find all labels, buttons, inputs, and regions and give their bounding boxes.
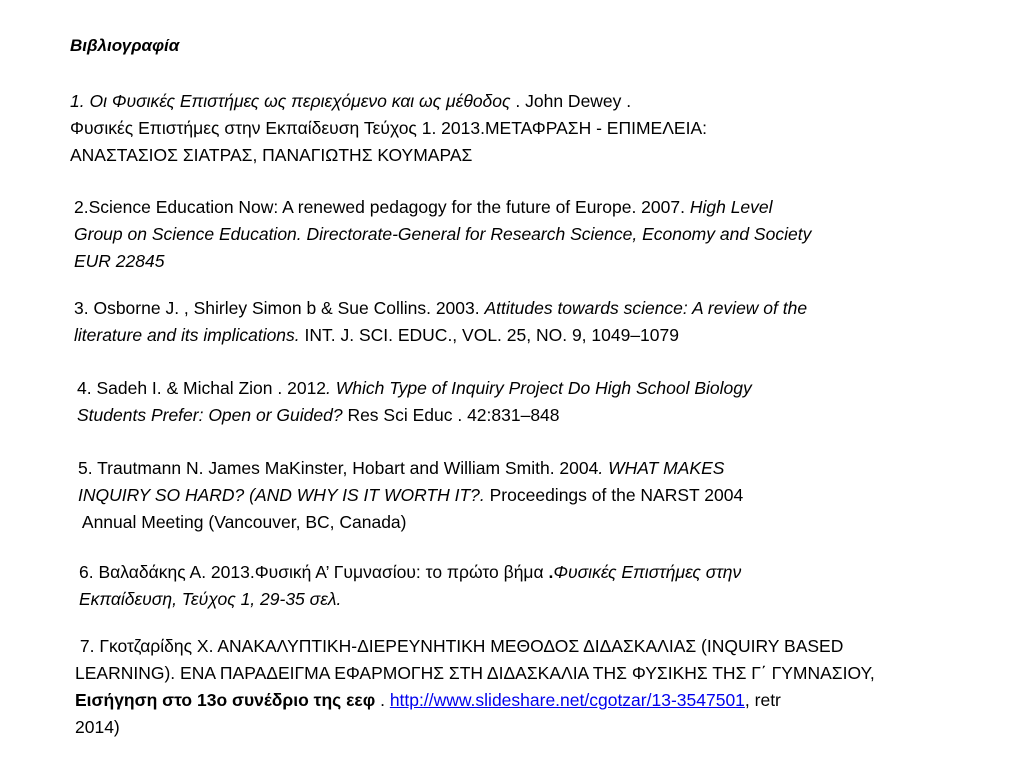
reference-5-authors: 5. Trautmann N. James MaKinster, Hobart and William Smith. 2004 <box>78 458 599 478</box>
reference-7-link[interactable]: http://www.slideshare.net/cgotzar/13-3547501 <box>389 690 745 710</box>
reference-6-dot: . <box>548 562 554 582</box>
reference-3 <box>74 295 807 349</box>
reference-5-line-3: Annual Meeting (Vancouver, BC, Canada) <box>78 512 407 532</box>
reference-4-journal: Res Sci Educ . 42:831–848 <box>342 405 560 425</box>
reference-2-line-2: Group on Science Education. Directorate-General for Research Science, Economy and Society <box>74 224 812 244</box>
reference-7-separator: . <box>375 690 390 710</box>
reference-6-source: Φυσικές Επιστήμες στην <box>553 562 742 582</box>
reference-5-line-1 <box>78 455 743 482</box>
reference-7-line-2: LEARNING). ΕΝΑ ΠΑΡΑΔΕΙΓΜΑ ΕΦΑΡΜΟΓΗΣ ΣΤΗ ΔΙΔΑΣΚΑΛΙΑ ΤΗΣ ΦΥΣΙΚΗΣ ΤΗΣ Γ΄ ΓΥΜΝΑΣΙΟΥ, <box>75 663 875 683</box>
reference-7-conference: Εισήγηση στο 13ο συνέδριο της εεφ <box>75 690 376 710</box>
reference-3-line-2 <box>74 322 807 349</box>
reference-3-authors: 3. Osborne J. , Shirley Simon b & Sue Collins. 2003. <box>74 298 485 318</box>
reference-7-line-4: 2014) <box>75 717 120 737</box>
reference-1-author: . John Dewey . <box>510 91 632 111</box>
reference-5-title-cont: INQUIRY SO HARD? (AND WHY IS IT WORTH IT?. <box>78 485 485 505</box>
reference-4-authors: 4. Sadeh I. & Michal Zion . 2012 <box>77 378 327 398</box>
reference-3-title-cont: literature and its implications. <box>74 325 300 345</box>
reference-5-line-2 <box>78 482 743 509</box>
reference-1-line-1 <box>70 88 707 115</box>
reference-6 <box>79 559 741 613</box>
reference-2 <box>74 194 811 275</box>
reference-4 <box>77 375 752 429</box>
reference-6-line-2: Εκπαίδευση, Τεύχος 1, 29-35 σελ. <box>79 589 342 609</box>
reference-5-title: . WHAT MAKES <box>598 458 725 478</box>
reference-1-line-3: ΑΝΑΣΤΑΣΙΟΣ ΣΙΑΤΡΑΣ, ΠΑΝΑΓΙΩΤΗΣ ΚΟΥΜΑΡΑΣ <box>70 145 473 165</box>
reference-7-line-1: 7. Γκοτζαρίδης Χ. ΑΝΑΚΑΛΥΠΤΙΚΗ-ΔΙΕΡΕΥΝΗΤΙΚΗ ΜΕΘΟΔΟΣ ΔΙΔΑΣΚΑΛΙΑΣ (INQUIRY BASED <box>75 636 844 656</box>
reference-3-line-1 <box>74 295 807 322</box>
page-title: Βιβλιογραφία <box>70 36 180 55</box>
reference-1-title: 1. Οι Φυσικές Επιστήμες ως περιεχόμενο και ως μέθοδος <box>70 91 511 111</box>
reference-6-line-1 <box>79 559 741 586</box>
reference-3-title: Attitudes towards science: A review of the <box>484 298 808 318</box>
reference-4-title: . Which Type of Inquiry Project Do High School Biology <box>326 378 752 398</box>
reference-4-line-2 <box>77 402 752 429</box>
reference-5-proceedings: Proceedings of the NARST 2004 <box>484 485 744 505</box>
reference-2-line-1 <box>74 194 811 221</box>
reference-1 <box>70 88 707 169</box>
reference-7-retrieved: , retr <box>744 690 781 710</box>
reference-2-title: 2.Science Education Now: A renewed pedagogy for the future of Europe. 2007. <box>74 197 690 217</box>
reference-4-line-1 <box>77 375 752 402</box>
reference-2-line-3: EUR 22845 <box>74 251 165 271</box>
reference-7-line-3 <box>75 687 875 714</box>
reference-2-source: High Level <box>689 197 773 217</box>
reference-7 <box>75 633 875 741</box>
reference-5 <box>78 455 743 536</box>
reference-4-title-cont: Students Prefer: Open or Guided? <box>77 405 343 425</box>
reference-6-authors: 6. Βαλαδάκης Α. 2013.Φυσική Α’ Γυμνασίου: το πρώτο βήμα <box>79 562 549 582</box>
reference-1-line-2: Φυσικές Επιστήμες στην Εκπαίδευση Τεύχος 1. 2013.ΜΕΤΑΦΡΑΣΗ - ΕΠΙΜΕΛΕΙΑ: <box>70 118 707 138</box>
reference-3-journal: INT. J. SCI. EDUC., VOL. 25, NO. 9, 1049–1079 <box>299 325 679 345</box>
